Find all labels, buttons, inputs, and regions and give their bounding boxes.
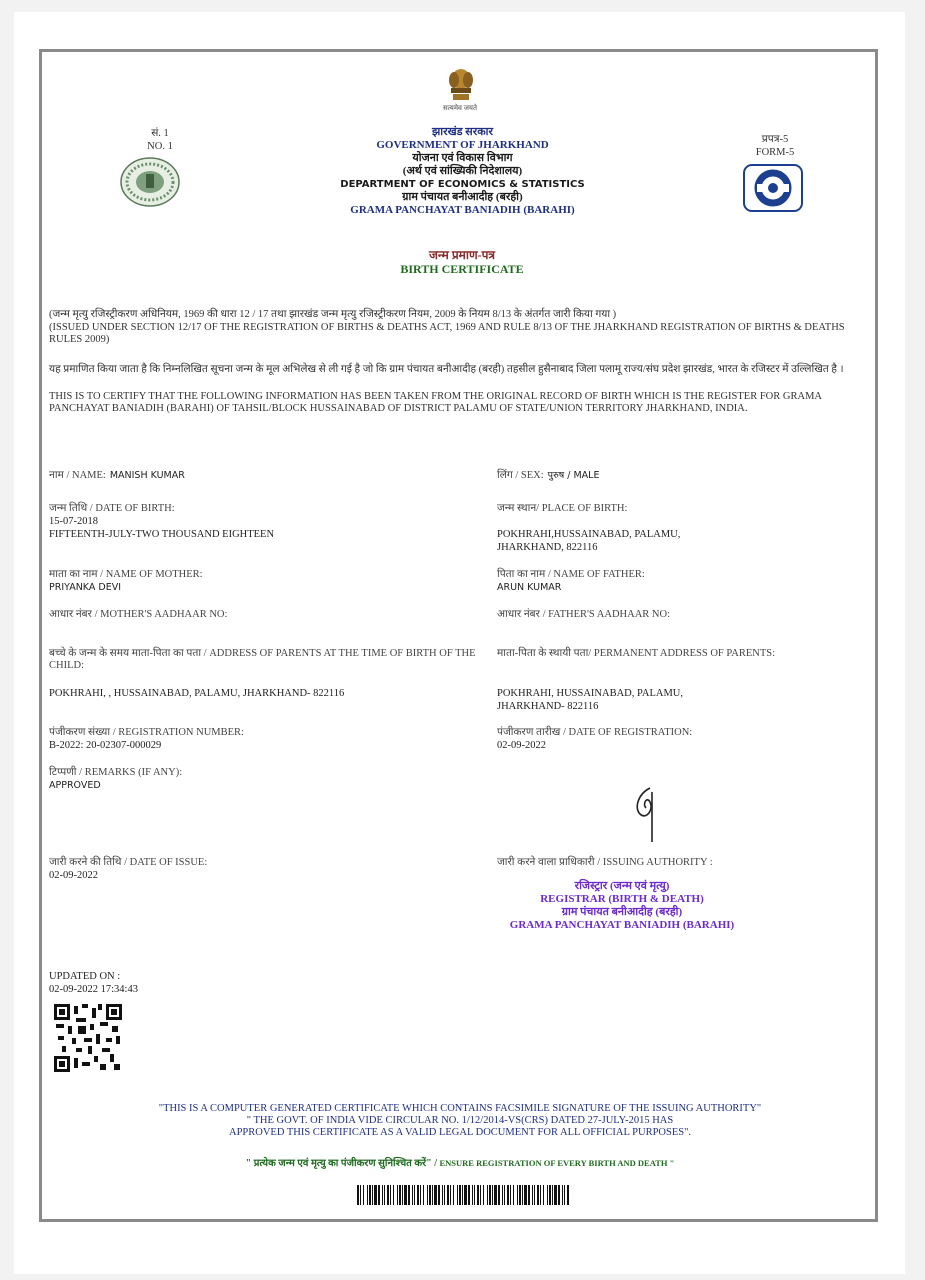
registrar-title-hindi: रजिस्ट्रार (जन्म एवं मृत्यु) (574, 880, 670, 892)
registrar-panchayat-hindi: ग्राम पंचायत बनीआदीह (बरही) (561, 906, 683, 918)
panchayat-name-hindi: ग्राम पंचायत बनीआदीह (बरही) (402, 191, 523, 203)
mother-aadhaar-label: आधार नंबर / MOTHER'S AADHAAR NO: (49, 609, 228, 620)
updated-on-label: UPDATED ON : (49, 971, 121, 982)
place-of-birth-value-1: POKHRAHI,HUSSAINABAD, PALAMU, (497, 529, 681, 540)
registration-date-value: 02-09-2022 (497, 740, 546, 751)
dob-value: 15-07-2018 (49, 516, 98, 527)
footer-slogan-hindi: " प्रत्येक जन्म एवं मृत्यु का पंजीकरण सुनिश्चित करें" / (245, 1158, 437, 1169)
registrar-panchayat-english: GRAMA PANCHAYAT BANIADIH (BARAHI) (509, 919, 735, 931)
permanent-address-value-2: JHARKHAND- 822116 (497, 701, 599, 712)
registration-number-label: पंजीकरण संख्या / REGISTRATION NUMBER: (49, 727, 244, 738)
certificate-border (39, 49, 878, 1222)
barcode-icon (357, 1185, 571, 1205)
father-name-label: पिता का नाम / NAME OF FATHER: (497, 569, 645, 580)
certificate-title-english: BIRTH CERTIFICATE (400, 262, 524, 276)
registration-number-value: B-2022: 20-02307-000029 (49, 740, 162, 751)
dob-in-words: FIFTEENTH-JULY-TWO THOUSAND EIGHTEEN (49, 529, 275, 540)
mother-name-value: PRIYANKA DEVI (49, 582, 122, 593)
crs-logo-icon (743, 164, 803, 212)
form-no-hindi: प्रपत्र-5 (761, 134, 789, 145)
place-of-birth-value-2: JHARKHAND, 822116 (497, 542, 598, 553)
sex-label: लिंग / SEX: (497, 470, 544, 481)
form-no-english: FORM-5 (755, 147, 795, 158)
name-value: MANISH KUMAR (109, 470, 185, 481)
registrar-signature (628, 784, 668, 844)
mother-name-label: माता का नाम / NAME OF MOTHER: (49, 569, 203, 580)
certificate-title-hindi: जन्म प्रमाण-पत्र (428, 248, 496, 262)
footer-disclaimer-2: " THE GOVT. OF INDIA VIDE CIRCULAR NO. 1/12/2014-VS(CRS) DATED 27-JULY-2015 HAS (246, 1115, 674, 1126)
registration-date-label: पंजीकरण तारीख / DATE OF REGISTRATION: (497, 727, 693, 738)
permanent-address-label: माता-पिता के स्थायी पता/ PERMANENT ADDRESS OF PARENTS: (497, 648, 776, 659)
emblem-motto: सत्यमेव जयते (443, 104, 477, 112)
dept-name-hindi-1: योजना एवं विकास विभाग (412, 152, 513, 164)
certificate-no-english: NO. 1 (147, 141, 173, 152)
footer-disclaimer-3: APPROVED THIS CERTIFICATE AS A VALID LEGAL DOCUMENT FOR ALL OFFICIAL PURPOSES". (228, 1127, 692, 1138)
dept-name-english: DEPARTMENT OF ECONOMICS & STATISTICS (340, 179, 585, 190)
updated-on-value: 02-09-2022 17:34:43 (49, 984, 138, 995)
remarks-label: टिप्पणी / REMARKS (IF ANY): (49, 767, 183, 778)
jharkhand-seal-icon (120, 157, 180, 207)
qr-code-icon (54, 1004, 122, 1072)
gov-name-hindi: झारखंड सरकार (431, 126, 494, 138)
dob-label: जन्म तिथि / DATE OF BIRTH: (49, 503, 175, 514)
panchayat-name-english: GRAMA PANCHAYAT BANIADIH (BARAHI) (350, 204, 575, 216)
registrar-title-english: REGISTRAR (BIRTH & DEATH) (540, 893, 704, 905)
name-label: नाम / NAME: (49, 470, 106, 481)
dept-name-hindi-2: (अर्थ एवं सांख्यिकी निदेशालय) (402, 165, 523, 177)
issuing-authority-label: जारी करने वाला प्राधिकारी / ISSUING AUTHORITY : (497, 857, 713, 868)
national-emblem-icon (444, 66, 478, 104)
issue-date-label: जारी करने की तिथि / DATE OF ISSUE: (49, 857, 208, 868)
issued-under-english: (ISSUED UNDER SECTION 12/17 OF THE REGISTRATION OF BIRTHS & DEATHS ACT, 1969 AND RULE 8/13 OF THE JHARKHAND REGISTRATION OF BIRTHS & DEATHS RULES 2009) (49, 322, 845, 345)
footer-disclaimer-1: "THIS IS A COMPUTER GENERATED CERTIFICATE WHICH CONTAINS FACSIMILE SIGNATURE OF THE ISSUING AUTHORITY" (158, 1103, 762, 1114)
certify-text-english: THIS IS TO CERTIFY THAT THE FOLLOWING INFORMATION HAS BEEN TAKEN FROM THE ORIGINAL RECORD OF BIRTH WHICH IS THE REGISTER FOR GRAMA PANCHAYAT BANIADIH (BARAHI) OF TAHSIL/BLOCK HUSSAINABAD OF DISTRICT PALAMU OF STATE/UNION TERRITORY JHARKHAND, INDIA. (49, 391, 822, 414)
certify-text-hindi: यह प्रमाणित किया जाता है कि निम्नलिखित सूचना जन्म के मूल अभिलेख से ली गई है जो कि ग्राम पंचायत बनीआदीह (बरही) तहसील हुसैनाबाद जिला पलामू राज्य/संघ प्रदेश झारखंड, भारत के रजिस्टर में उल्लिखित है । (49, 364, 844, 375)
address-at-birth-label: बच्चे के जन्म के समय माता-पिता का पता / ADDRESS OF PARENTS AT THE TIME OF BIRTH OF THE CHILD: (49, 648, 476, 671)
place-of-birth-label: जन्म स्थान/ PLACE OF BIRTH: (497, 503, 628, 514)
remarks-value: APPROVED (49, 780, 101, 791)
issue-date-value: 02-09-2022 (49, 870, 98, 881)
permanent-address-value-1: POKHRAHI, HUSSAINABAD, PALAMU, (497, 688, 684, 699)
father-aadhaar-label: आधार नंबर / FATHER'S AADHAAR NO: (497, 609, 670, 620)
sex-value: पुरुष / MALE (547, 470, 600, 481)
gov-name-english: GOVERNMENT OF JHARKHAND (376, 139, 549, 151)
certificate-no-hindi: सं. 1 (151, 128, 169, 139)
issued-under-hindi: (जन्म मृत्यु रजिस्ट्रीकरण अधिनियम, 1969 की धारा 12 / 17 तथा झारखंड जन्म मृत्यु रजिस्ट्रीकरण नियम, 2009 के नियम 8/13 के अंतर्गत जारी किया गया ) (49, 309, 617, 320)
footer-slogan-english: ENSURE REGISTRATION OF EVERY BIRTH AND DEATH " (439, 1158, 675, 1168)
address-at-birth-value: POKHRAHI, , HUSSAINABAD, PALAMU, JHARKHAND- 822116 (49, 688, 345, 699)
father-name-value: ARUN KUMAR (497, 582, 562, 593)
